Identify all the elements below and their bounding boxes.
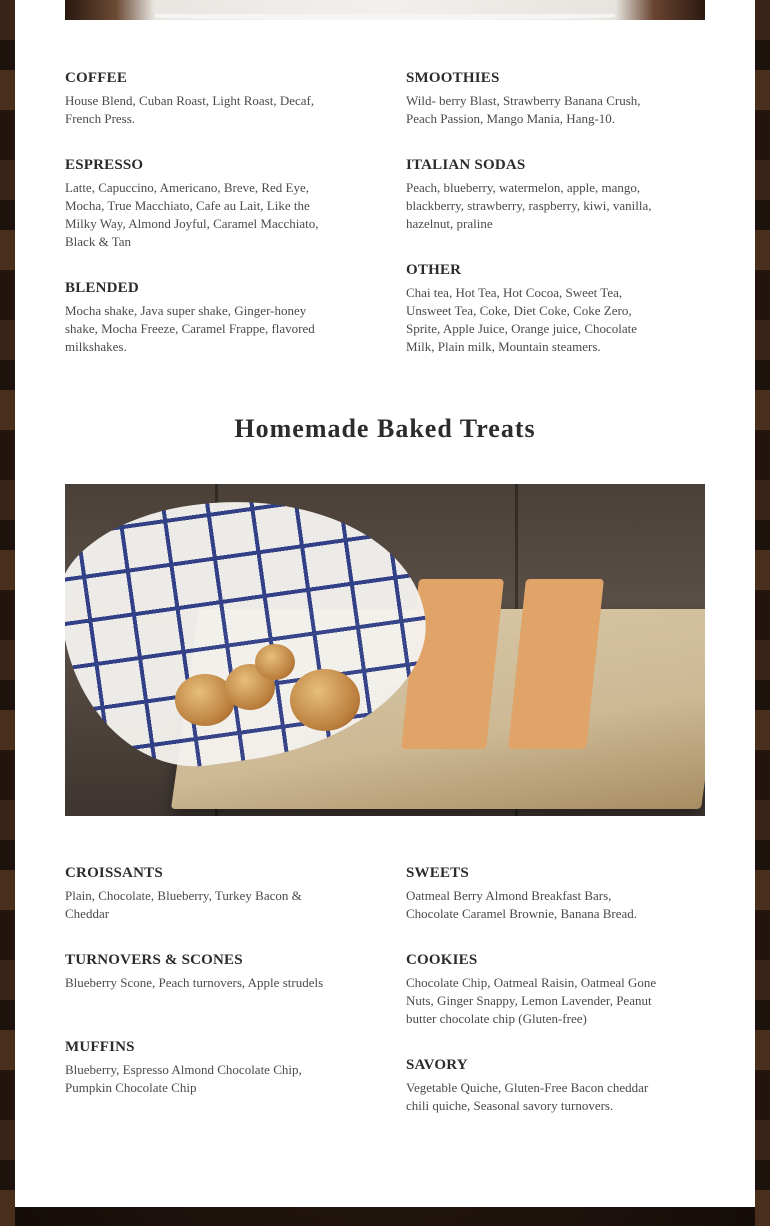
background-texture-left [0,0,15,1226]
menu-item-blended [65,279,325,356]
menu-item-title: MUFFINS [65,1039,135,1055]
menu-item-description: Chai tea, Hot Tea, Hot Cocoa, Sweet Tea, Unsweet Tea, Coke, Diet Coke, Coke Zero, Sprite, Apple Juice, Orange juice, Chocolate Milk, Plain milk, Mountain steamers. [406,285,638,354]
menu-item-cookies [406,951,666,1028]
menu-card [15,0,755,1207]
menu-item-espresso [65,156,325,251]
background-texture-right [755,0,770,1226]
menu-item-savory [406,1056,666,1115]
menu-item-description: Wild- berry Blast, Strawberry Banana Crush, Peach Passion, Mango Mania, Hang-10. [406,93,641,126]
section-title-baked-treats: Homemade Baked Treats [234,414,536,443]
menu-item-title: ESPRESSO [65,157,144,173]
menu-item-description: Oatmeal Berry Almond Breakfast Bars, Chocolate Caramel Brownie, Banana Bread. [406,888,638,921]
menu-item-description: Latte, Capuccino, Americano, Breve, Red Eye, Mocha, True Macchiato, Cafe au Lait, Like the Milky Way, Almond Joyful, Caramel Macchiato, Black & Tan [65,180,319,249]
menu-item-italian-sodas [406,156,666,233]
menu-item-sweets [406,864,666,923]
menu-item-smoothies [406,69,666,128]
menu-item-title: CROISSANTS [65,865,163,881]
menu-item-description: Peach, blueberry, watermelon, apple, mango, blackberry, strawberry, raspberry, kiwi, vanilla, hazelnut, praline [406,180,652,231]
menu-item-title: COFFEE [65,70,128,86]
menu-item-description: Blueberry, Espresso Almond Chocolate Chip, Pumpkin Chocolate Chip [65,1062,302,1095]
menu-item-title: TURNOVERS & SCONES [65,952,243,968]
menu-item-title: SAVORY [406,1057,468,1073]
menu-item-title: SMOOTHIES [406,70,500,86]
menu-item-description: House Blend, Cuban Roast, Light Roast, Decaf, French Press. [65,93,315,126]
menu-item-title: OTHER [406,262,462,278]
menu-item-description: Vegetable Quiche, Gluten-Free Bacon cheddar chili quiche, Seasonal savory turnovers. [406,1080,649,1113]
menu-item-title: BLENDED [65,280,139,296]
menu-item-coffee [65,69,325,128]
menu-item-description: Mocha shake, Java super shake, Ginger-honey shake, Mocha Freeze, Caramel Frappe, flavored milkshakes. [65,303,315,354]
menu-item-description: Plain, Chocolate, Blueberry, Turkey Bacon & Cheddar [65,888,302,921]
menu-item-croissants [65,864,325,923]
coffee-cup-image [65,0,705,20]
menu-item-turnovers-scones [65,951,325,992]
menu-item-other [406,261,666,356]
menu-item-title: SWEETS [406,865,469,881]
menu-item-description: Chocolate Chip, Oatmeal Raisin, Oatmeal Gone Nuts, Ginger Snappy, Lemon Lavender, Peanut butter chocolate chip (Gluten-free) [406,975,657,1026]
baked-goods-image [65,484,705,816]
menu-item-muffins [65,1038,325,1097]
menu-item-title: COOKIES [406,952,478,968]
menu-item-title: ITALIAN SODAS [406,157,526,173]
menu-item-description: Blueberry Scone, Peach turnovers, Apple strudels [65,975,324,990]
